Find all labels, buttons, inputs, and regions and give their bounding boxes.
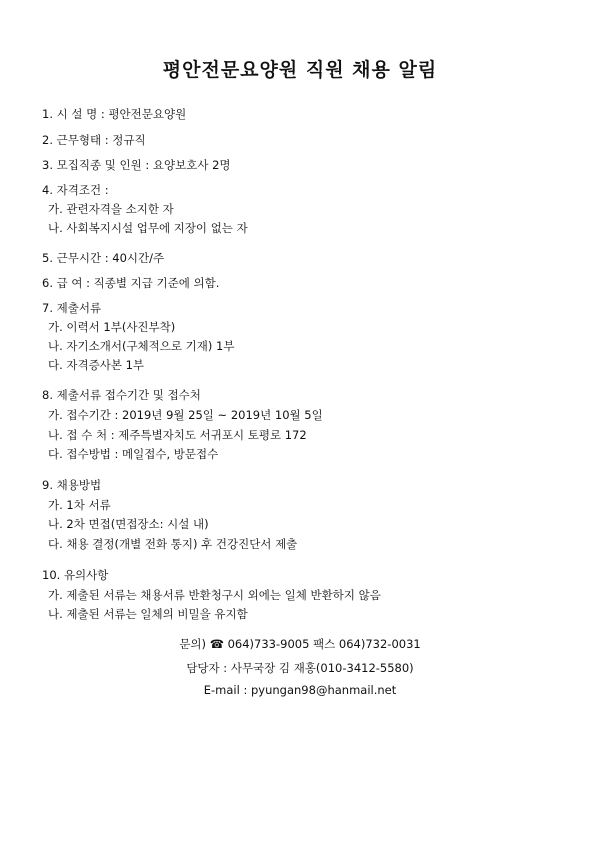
item-hiring-process: 9. 채용방법 bbox=[42, 478, 102, 492]
contact-phone-fax: 문의) ☎ 064)733-9005 팩스 064)732-0031 bbox=[179, 637, 421, 651]
item-position-count: 3. 모집직종 및 인원 : 요양보호사 2명 bbox=[42, 158, 231, 172]
item-submission-place: 나. 접 수 처 : 제주특별자치도 서귀포시 토평로 172 bbox=[48, 428, 307, 442]
item-document-c: 다. 자격증사본 1부 bbox=[48, 358, 145, 372]
item-salary: 6. 급 여 : 직종별 지급 기준에 의함. bbox=[42, 276, 220, 290]
contact-manager: 담당자 : 사무국장 김 재홍(010-3412-5580) bbox=[186, 661, 414, 675]
item-submission-method: 다. 접수방법 : 메일접수, 방문접수 bbox=[48, 447, 219, 461]
item-notes: 10. 유의사항 bbox=[42, 568, 109, 582]
item-hiring-step-2: 나. 2차 면접(면접장소: 시설 내) bbox=[48, 517, 209, 531]
contact-email: E-mail : pyungan98@hanmail.net bbox=[203, 683, 397, 697]
item-note-a: 가. 제출된 서류는 채용서류 반환청구시 외에는 일체 반환하지 않음 bbox=[48, 588, 381, 602]
item-hiring-step-3: 다. 채용 결정(개별 전화 통지) 후 건강진단서 제출 bbox=[48, 537, 298, 551]
item-facility-name: 1. 시 설 명 : 평안전문요양원 bbox=[42, 107, 187, 121]
item-working-hours: 5. 근무시간 : 40시간/주 bbox=[42, 251, 165, 265]
item-submission-period: 가. 접수기간 : 2019년 9월 25일 ~ 2019년 10월 5일 bbox=[48, 408, 323, 422]
item-note-b: 나. 제출된 서류는 일체의 비밀을 유지함 bbox=[48, 607, 248, 621]
item-documents: 7. 제출서류 bbox=[42, 301, 102, 315]
item-hiring-step-1: 가. 1차 서류 bbox=[48, 498, 111, 512]
item-employment-type: 2. 근무형태 : 정규직 bbox=[42, 133, 146, 147]
item-qualification-a: 가. 관련자격을 소지한 자 bbox=[48, 202, 174, 216]
item-qualification-b: 나. 사회복지시설 업무에 지장이 없는 자 bbox=[48, 221, 248, 235]
item-qualifications: 4. 자격조건 : bbox=[42, 183, 109, 197]
item-document-a: 가. 이력서 1부(사진부착) bbox=[48, 320, 176, 334]
item-submission: 8. 제출서류 접수기간 및 접수처 bbox=[42, 388, 201, 402]
document-title: 평안전문요양원 직원 채용 알림 bbox=[162, 59, 438, 81]
item-document-b: 나. 자기소개서(구체적으로 기재) 1부 bbox=[48, 339, 235, 353]
